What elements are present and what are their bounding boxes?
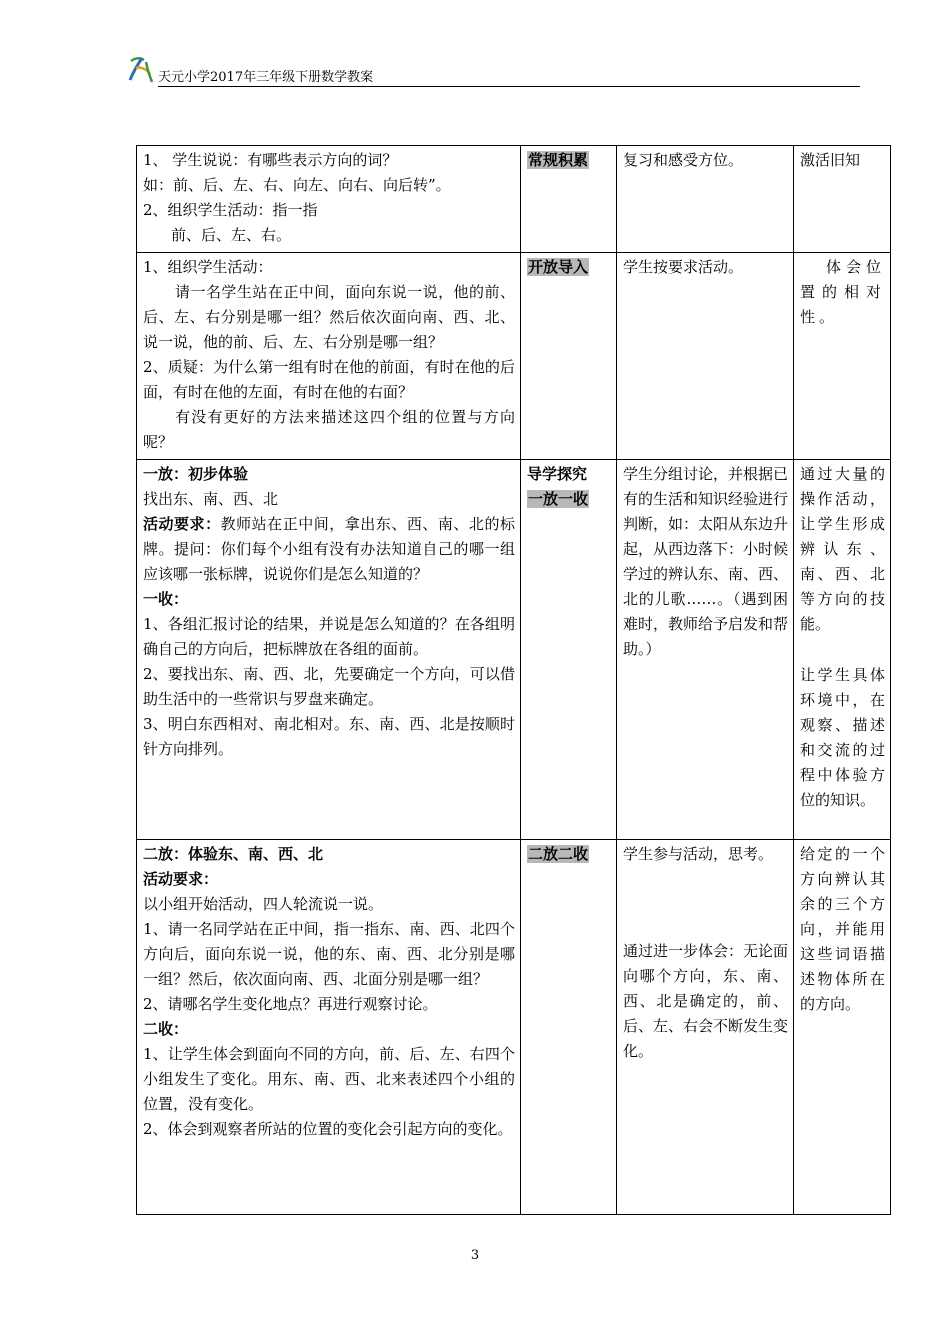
text-line: 学生参与活动，思考。	[623, 845, 774, 863]
text-line: 1、各组汇报讨论的结果，并说是怎么知道的？在各组明确自己的方向后，把标牌放在各组的面前。	[143, 615, 515, 658]
text-line: 前、后、左、右。	[171, 226, 292, 244]
text-line: 2、要找出东、南、西、北，先要确定一个方向，可以借助生活中的一些常识与罗盘来确定。	[143, 665, 515, 708]
text-line: 如：前、后、左、右、向左、向右、向后转”。	[143, 176, 451, 194]
text-line: 1、 学生说说：有哪些表示方向的词？	[143, 151, 398, 169]
header-title: 天元小学2017年三年级下册数学教案	[158, 70, 374, 85]
text-line: 请一名学生站在正中间，面向东说一说，他的前、后、左、右分别是哪一组？然后依次面向南、西、北、说一说，他的前、后、左、右分别是哪一组？	[143, 283, 515, 351]
stage-cell	[521, 146, 617, 253]
text-line: 体会位置的相对性。	[800, 258, 885, 326]
text-line: 学生按要求活动。	[623, 258, 744, 276]
teacher-activity-cell	[137, 840, 521, 1215]
text-line: 2、质疑：为什么第一组有时在他的前面，有时在他的后面，有时在他的左面，有时在他的右面？	[143, 358, 515, 401]
student-activity-cell	[617, 146, 794, 253]
table-row	[137, 840, 891, 1215]
text-line: 复习和感受方位。	[623, 151, 744, 169]
student-activity-cell	[617, 840, 794, 1215]
text-line: 通过大量的操作活动，让学生形成辨认东、南、西、北等方向的技能。	[800, 465, 885, 633]
stage-label: 导学探究	[527, 465, 588, 483]
text-line: 1、请一名同学站在正中间，指一指东、南、西、北四个方向后，面向东说一说，他的东、南、西、北分别是哪一组？然后，依次面向南、西、北面分别是哪一组？	[143, 920, 515, 988]
intent-cell	[794, 840, 891, 1215]
stage-label: 开放导入	[528, 258, 589, 276]
stage-cell	[521, 253, 617, 460]
teacher-activity-cell	[137, 253, 521, 460]
text-line: 有没有更好的方法来描述这四个组的位置与方向呢？	[143, 408, 515, 451]
spacer	[623, 867, 788, 939]
text-line: 2、体会到观察者所站的位置的变化会引起方向的变化。	[143, 1120, 513, 1138]
header-rule	[158, 86, 860, 87]
section-heading: 一收：	[143, 590, 189, 608]
text-line: 找出东、南、西、北	[143, 490, 279, 508]
section-heading: 一放：初步体验	[143, 465, 249, 483]
school-logo-icon	[128, 54, 158, 84]
intent-cell	[794, 146, 891, 253]
table-row	[137, 146, 891, 253]
text-line: 以小组开始活动，四人轮流说一说。	[143, 895, 384, 913]
text-line: 通过进一步体会：无论面向哪个方向，东、南、西、北是确定的，前、后、左、右会不断发生变化。	[623, 942, 789, 1060]
text-line: 1、让学生体会到面向不同的方向，前、后、左、右四个小组发生了变化。用东、南、西、北来表述四个小组的位置，没有变化。	[143, 1045, 515, 1113]
text-line: 2、组织学生活动：指一指	[143, 201, 318, 219]
stage-label: 常规积累	[528, 151, 589, 169]
text-line: 学生分组讨论，并根据已有的生活和知识经验进行判断，如：太阳从东边升起，从西边落下：小时候学过的辨认东、南、西、北的儿歌……。（遇到困难时，教师给予启发和帮助。）	[623, 465, 789, 658]
teacher-activity-cell	[137, 460, 521, 840]
text-line: 激活旧知	[800, 151, 861, 169]
stage-label: 二放二收	[528, 845, 589, 863]
table-row	[137, 253, 891, 460]
subheading: 活动要求：	[143, 515, 221, 533]
intent-cell	[794, 253, 891, 460]
text-line: 3、明白东西相对、南北相对。东、南、西、北是按顺时针方向排列。	[143, 715, 515, 758]
teacher-activity-cell	[137, 146, 521, 253]
text-line: 1、组织学生活动：	[143, 258, 273, 276]
table-row	[137, 460, 891, 840]
stage-label: 一放一收	[528, 490, 589, 508]
student-activity-cell	[617, 253, 794, 460]
text-line: 教师站在正中间，拿出东、西、南、北的标牌。提问：你们每个小组有没有办法知道自己的哪一组应该哪一张标牌，说说你们是怎么知道的？	[143, 515, 515, 583]
intent-cell	[794, 460, 891, 840]
stage-cell	[521, 840, 617, 1215]
subheading: 活动要求：	[143, 870, 219, 888]
text-line: 让学生具体环境中，在观察、描述和交流的过程中体验方位的知识。	[800, 666, 885, 809]
text-line: 2、请哪名学生变化地点？再进行观察讨论。	[143, 995, 438, 1013]
page-number: 3	[470, 1248, 480, 1263]
spacer	[800, 637, 885, 663]
section-heading: 二收：	[143, 1020, 189, 1038]
text-line: 给定的一个方向辨认其余的三个方向，并能用这些词语描述物体所在的方向。	[800, 845, 885, 1013]
student-activity-cell	[617, 460, 794, 840]
stage-cell	[521, 460, 617, 840]
page-header	[128, 50, 860, 88]
section-heading: 二放：体验东、南、西、北	[143, 845, 324, 863]
lesson-plan-table	[136, 145, 891, 1215]
